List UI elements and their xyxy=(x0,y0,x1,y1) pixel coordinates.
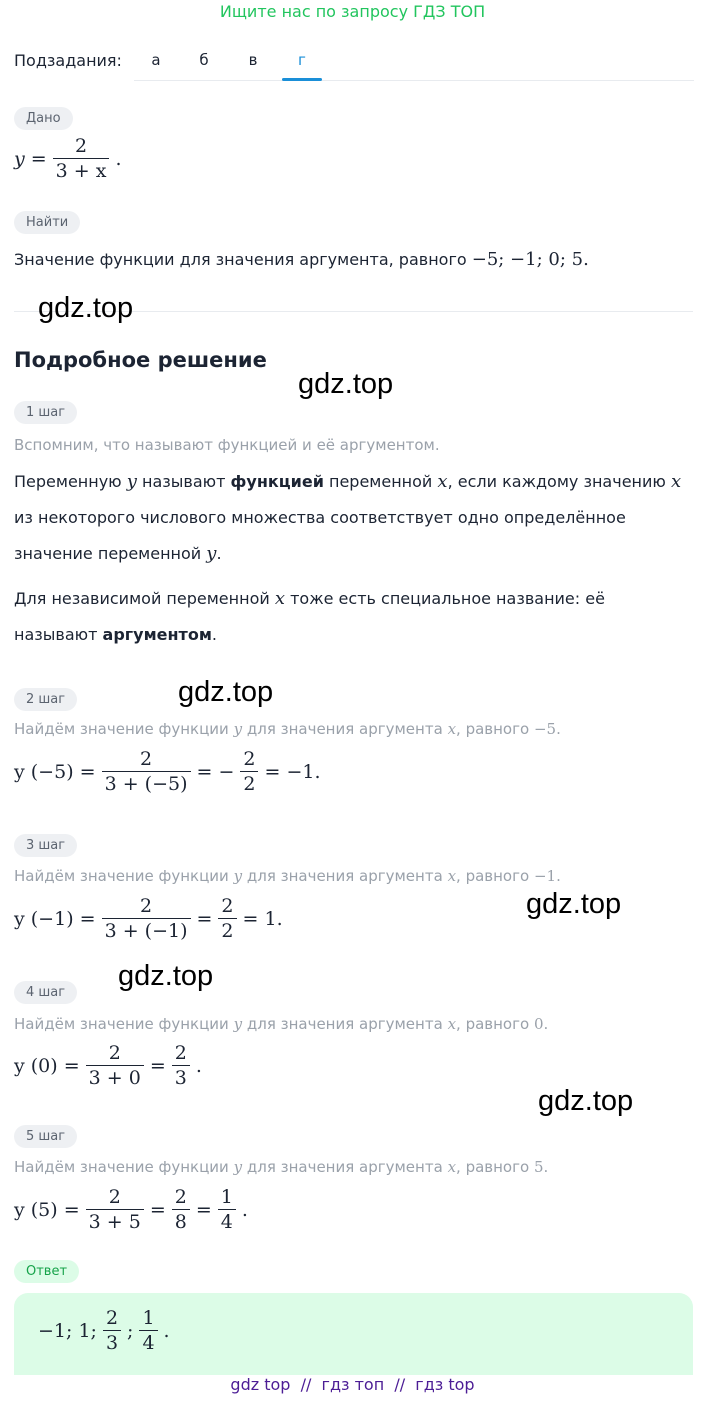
find-values: −5; −1; 0; 5. xyxy=(471,249,589,270)
step-1-text: переменной xyxy=(329,472,433,491)
given-end: . xyxy=(115,147,122,170)
formula-op: = − xyxy=(196,760,235,783)
formula-op: = xyxy=(196,907,213,930)
find-description: Значение функции для значения аргумента, равного xyxy=(14,250,467,269)
frac-den: 2 xyxy=(240,771,258,795)
var-y: y xyxy=(233,1158,243,1176)
answer-formula xyxy=(38,1307,170,1354)
fraction xyxy=(139,1307,157,1354)
given-den: 3 + x xyxy=(53,158,110,182)
frac-num: 1 xyxy=(142,1307,155,1329)
step-3-formula xyxy=(14,895,283,942)
frac-den: 4 xyxy=(139,1330,157,1354)
step-1-paragraph-1: Переменную y называют функцией переменной x, если каждому значению x из некоторого числового множества соответствует одно определённое значение переменной y. xyxy=(14,464,694,572)
frac-num: 2 xyxy=(243,748,256,770)
subtask-tabs xyxy=(134,45,694,81)
step-1-line-2: из некоторого числового множества соответствует одно определённое xyxy=(14,508,626,527)
given-formula xyxy=(14,135,122,182)
frac-num: 2 xyxy=(221,895,234,917)
hint-text: для значения аргумента xyxy=(246,720,443,738)
hint-text: Найдём значение функции xyxy=(14,867,229,885)
frac-num: 2 xyxy=(108,1042,121,1064)
step-1-text: называют xyxy=(14,625,98,644)
given-lhs: y xyxy=(14,147,25,170)
tab-a[interactable]: а xyxy=(151,51,161,69)
formula-lhs: y (5) = xyxy=(14,1198,80,1221)
var-x: x xyxy=(670,471,682,492)
hint-value: −5 xyxy=(533,720,557,738)
step-1-hint: Вспомним, что называют функцией и её аргументом. xyxy=(14,436,440,454)
find-text xyxy=(14,242,589,278)
answer-prefix: −1; 1; xyxy=(38,1319,97,1342)
frac-den: 3 + (−5) xyxy=(102,771,191,795)
fraction xyxy=(218,895,236,942)
fraction xyxy=(102,895,191,942)
step-1-text: , если каждому значению xyxy=(447,472,666,491)
tab-b[interactable]: б xyxy=(199,51,209,69)
tab-g[interactable]: г xyxy=(298,51,306,69)
step-4-formula xyxy=(14,1042,202,1089)
frac-den: 4 xyxy=(218,1209,236,1233)
fraction xyxy=(218,1186,236,1233)
formula-op: = xyxy=(195,1198,212,1221)
fraction xyxy=(240,748,258,795)
watermark: gdz.top xyxy=(526,888,622,920)
frac-den: 8 xyxy=(172,1209,190,1233)
frac-den: 3 + 0 xyxy=(86,1065,144,1089)
given-pill: Дано xyxy=(14,107,73,130)
step-5-formula xyxy=(14,1186,248,1233)
frac-num: 2 xyxy=(139,748,153,770)
step-5-pill: 5 шаг xyxy=(14,1125,77,1148)
given-eq: = xyxy=(30,147,47,170)
step-5-hint: Найдём значение функции y для значения аргумента x, равного 5. xyxy=(14,1158,549,1176)
fraction xyxy=(86,1186,144,1233)
fraction xyxy=(103,1307,121,1354)
find-pill: Найти xyxy=(14,211,80,234)
frac-den: 3 xyxy=(172,1065,190,1089)
step-1-text: называют xyxy=(142,472,226,491)
var-y: y xyxy=(233,867,243,885)
step-3-hint: Найдём значение функции y для значения аргумента x, равного −1. xyxy=(14,867,561,885)
fraction xyxy=(102,748,191,795)
hint-text: Найдём значение функции xyxy=(14,720,229,738)
watermark: gdz.top xyxy=(118,960,214,992)
given-num: 2 xyxy=(75,135,88,157)
step-4-pill: 4 шаг xyxy=(14,981,77,1004)
fraction xyxy=(86,1042,144,1089)
tab-v[interactable]: в xyxy=(248,51,258,69)
promo-banner[interactable]: Ищите нас по запросу ГДЗ ТОП xyxy=(219,2,486,21)
frac-den: 3 + (−1) xyxy=(102,918,191,942)
frac-num: 2 xyxy=(174,1042,187,1064)
var-y: y xyxy=(233,1015,243,1033)
fraction xyxy=(172,1186,190,1233)
var-x: x xyxy=(447,1015,457,1033)
formula-end: . xyxy=(241,1198,248,1221)
hint-text: Найдём значение функции xyxy=(14,1015,229,1033)
var-y: y xyxy=(206,543,217,564)
step-1-line-3: значение переменной xyxy=(14,544,202,563)
subtasks-label: Подзадания: xyxy=(14,51,122,70)
var-x: x xyxy=(447,1158,457,1176)
step-1-text: Для независимой переменной xyxy=(14,589,270,608)
hint-text: , равного xyxy=(456,867,530,885)
step-3-pill: 3 шаг xyxy=(14,834,77,857)
answer-pill: Ответ xyxy=(14,1260,79,1283)
watermark: gdz.top xyxy=(538,1085,634,1117)
var-y: y xyxy=(233,720,243,738)
frac-num: 1 xyxy=(220,1186,233,1208)
hint-text: , равного xyxy=(456,1158,530,1176)
step-1-paragraph-2: Для независимой переменной x тоже есть специальное название: её называют аргументом. xyxy=(14,588,605,644)
given-fraction xyxy=(53,135,110,182)
hint-value: 0 xyxy=(533,1015,544,1033)
frac-num: 2 xyxy=(105,1307,119,1329)
formula-end: = 1. xyxy=(242,907,283,930)
watermark: gdz.top xyxy=(38,292,134,324)
step-2-pill: 2 шаг xyxy=(14,688,77,711)
step-1-pill: 1 шаг xyxy=(14,401,77,424)
step-1-text: тоже есть специальное название: её xyxy=(290,589,605,608)
fraction xyxy=(172,1042,190,1089)
frac-den: 3 + 5 xyxy=(86,1209,144,1233)
answer-sep: ; xyxy=(127,1319,134,1342)
var-x: x xyxy=(437,471,448,492)
formula-op: = xyxy=(149,1054,166,1077)
hint-text: для значения аргумента xyxy=(246,867,443,885)
frac-den: 3 xyxy=(103,1330,121,1354)
hint-text: , равного xyxy=(456,1015,530,1033)
formula-lhs: y (−5) = xyxy=(14,760,96,783)
formula-end: = −1. xyxy=(264,760,321,783)
watermark: gdz.top xyxy=(298,368,394,400)
var-x: x xyxy=(274,588,285,609)
active-tab-indicator xyxy=(282,78,322,81)
step-2-formula xyxy=(14,748,321,795)
frac-num: 2 xyxy=(108,1186,121,1208)
var-x: x xyxy=(447,720,457,738)
term-function: функцией xyxy=(230,472,324,491)
step-1-text: Переменную xyxy=(14,472,122,491)
term-argument: аргументом xyxy=(102,625,212,644)
answer-end: . xyxy=(163,1319,170,1342)
formula-op: = xyxy=(149,1198,166,1221)
answer-box xyxy=(14,1293,693,1375)
solution-title: Подробное решение xyxy=(14,348,267,372)
footer-links[interactable]: gdz top // гдз топ // гдз top xyxy=(230,1375,475,1394)
hint-text: Найдём значение функции xyxy=(14,1158,229,1176)
formula-lhs: y (−1) = xyxy=(14,907,96,930)
hint-text: для значения аргумента xyxy=(246,1158,443,1176)
frac-num: 2 xyxy=(139,895,153,917)
hint-value: −1 xyxy=(533,867,557,885)
var-y: y xyxy=(126,471,137,492)
var-x: x xyxy=(447,867,457,885)
hint-value: 5 xyxy=(533,1158,544,1176)
frac-den: 2 xyxy=(218,918,236,942)
hint-text: , равного xyxy=(456,720,530,738)
formula-lhs: y (0) = xyxy=(14,1054,80,1077)
frac-num: 2 xyxy=(174,1186,187,1208)
formula-end: . xyxy=(195,1054,202,1077)
hint-text: для значения аргумента xyxy=(246,1015,443,1033)
watermark: gdz.top xyxy=(178,676,274,708)
step-4-hint: Найдём значение функции y для значения аргумента x, равного 0. xyxy=(14,1015,549,1033)
step-2-hint: Найдём значение функции y для значения аргумента x, равного −5. xyxy=(14,720,561,738)
